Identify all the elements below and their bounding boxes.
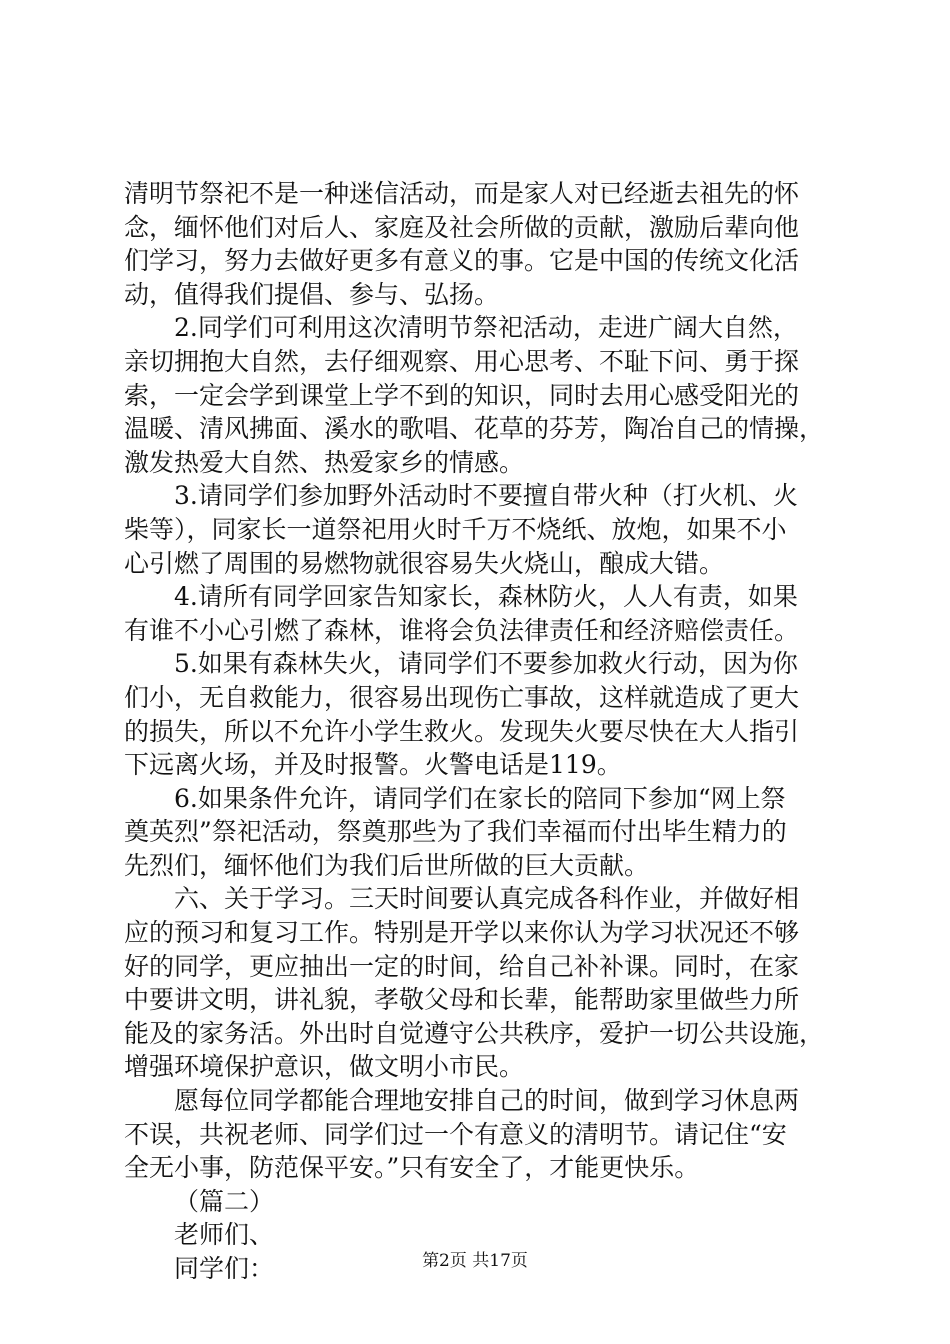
text-line: 们小，无自救能力，很容易出现伤亡事故，这样就造成了更大	[124, 682, 800, 712]
text-line: 亲切拥抱大自然，去仔细观察、用心思考、不耻下问、勇于探	[124, 346, 800, 376]
text-line: 清明节祭祀不是一种迷信活动，而是家人对已经逝去祖先的怀	[124, 179, 800, 208]
paragraph-start-line: 5.如果有森林失火，请同学们不要参加救火行动，因为你	[174, 649, 798, 679]
paragraph-start-line: 六、关于学习。三天时间要认真完成各科作业，并做好相	[174, 884, 800, 914]
text-line: 不误，共祝老师、同学们过一个有意义的清明节。请记住“安	[124, 1119, 787, 1149]
text-line: 好的同学，更应抽出一定的时间，给自己补补课。同时，在家	[124, 951, 800, 981]
paragraph-start-line: 愿每位同学都能合理地安排自己的时间，做到学习休息两	[174, 1086, 800, 1116]
section-heading: （篇二）	[174, 1186, 275, 1216]
text-line: 柴等），同家长一道祭祀用火时千万不烧纸、放炮，如果不小	[124, 514, 787, 544]
paragraph-start-line: 4.请所有同学回家告知家长，森林防火，人人有责，如果	[174, 582, 798, 612]
text-line: 先烈们，缅怀他们为我们后世所做的巨大贡献。	[124, 850, 650, 880]
text-line: 能及的家务活。外出时自觉遵守公共秩序，爱护一切公共设施，	[124, 1018, 825, 1048]
text-line: 念，缅怀他们对后人、家庭及社会所做的贡献，激励后辈向他	[124, 212, 800, 242]
text-line: 心引燃了周围的易燃物就很容易失火烧山，酿成大错。	[124, 548, 725, 578]
paragraph-start-line: 6.如果条件允许，请同学们在家长的陪同下参加“网上祭	[174, 783, 786, 813]
text-line: 中要讲文明，讲礼貌，孝敬父母和长辈，能帮助家里做些力所	[124, 985, 800, 1015]
text-line: 有谁不小心引燃了森林，谁将会负法律责任和经济赔偿责任。	[124, 615, 800, 645]
text-line: 温暖、清风拂面、溪水的歌唱、花草的芬芳，陶冶自己的情操，	[124, 414, 825, 444]
text-line: 奠英烈”祭祀活动，祭奠那些为了我们幸福而付出毕生精力的	[124, 817, 787, 847]
text-line: 应的预习和复习工作。特别是开学以来你认为学习状况还不够	[124, 918, 800, 948]
page-footer: 第2页 共17页	[422, 1251, 528, 1271]
text-line: 的损失，所以不允许小学生救火。发现失火要尽快在大人指引	[124, 716, 800, 746]
text-line: 们学习，努力去做好更多有意义的事。它是中国的传统文化活	[124, 246, 800, 276]
text-line: 增强环境保护意识，做文明小市民。	[124, 1052, 525, 1082]
text-line: 全无小事，防范保平安。”只有安全了，才能更快乐。	[124, 1153, 700, 1183]
paragraph-start-line: 2.同学们可利用这次清明节祭祀活动，走进广阔大自然，	[174, 313, 798, 343]
paragraph-start-line: 3.请同学们参加野外活动时不要擅自带火种（打火机、火	[174, 481, 798, 511]
text-line: 下远离火场，并及时报警。火警电话是119。	[124, 750, 622, 780]
document-body	[124, 177, 844, 1286]
salutation-line: 同学们：	[174, 1254, 275, 1283]
text-line: 动，值得我们提倡、参与、弘扬。	[124, 279, 500, 309]
text-line: 激发热爱大自然、热爱家乡的情感。	[124, 447, 525, 477]
text-line: 索，一定会学到课堂上学不到的知识，同时去用心感受阳光的	[124, 380, 800, 410]
salutation-line: 老师们、	[174, 1220, 275, 1250]
